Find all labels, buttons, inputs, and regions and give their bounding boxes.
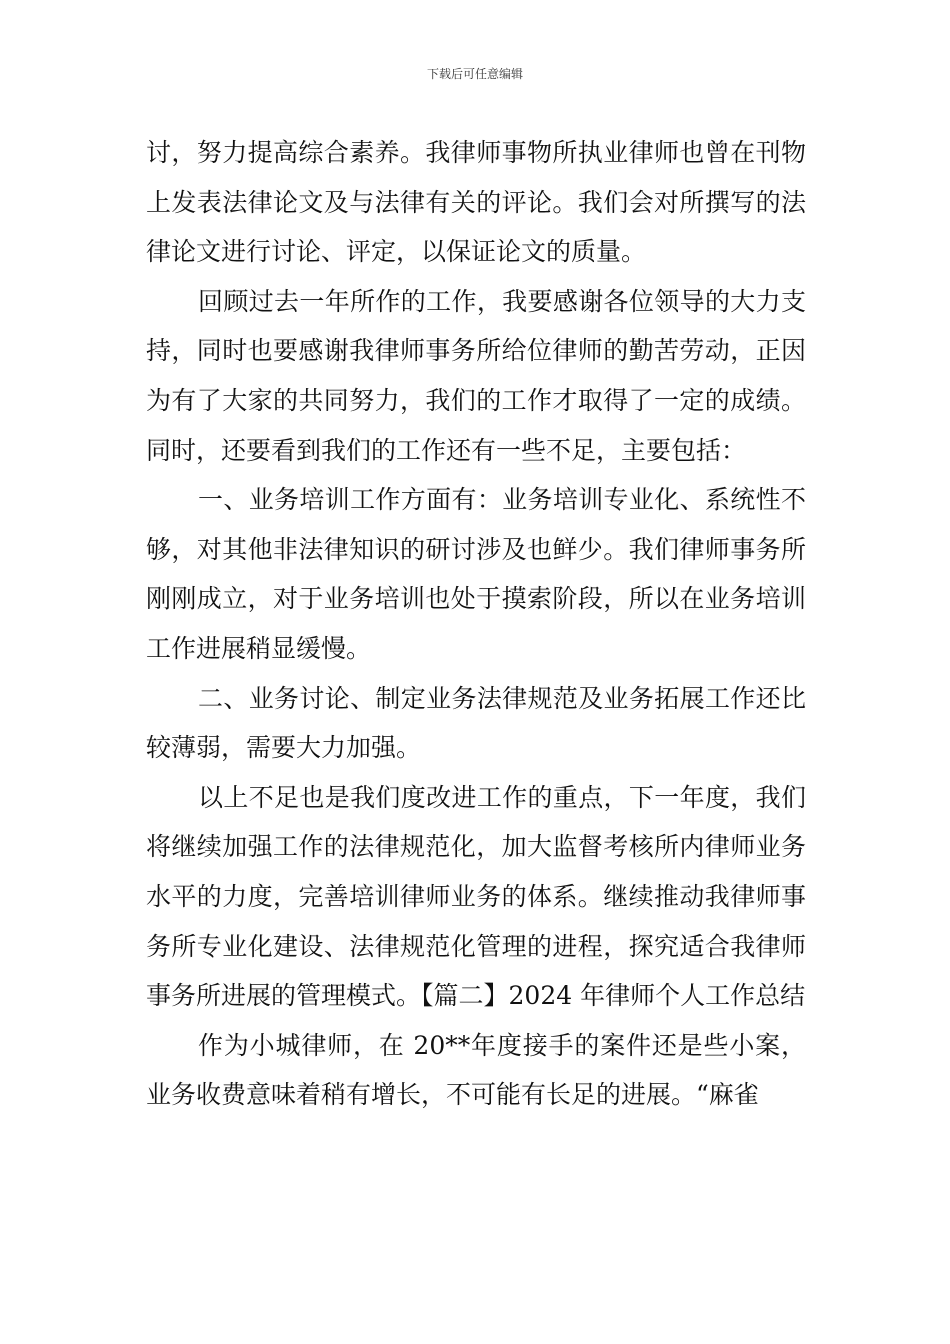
paragraph-2: 回顾过去一年所作的工作，我要感谢各位领导的大力支持，同时也要感谢我律师事务所给位律师的勤苦劳动，正因为有了大家的共同努力，我们的工作才取得了一定的成绩。同时，还要看到我们的工作还有一些不足，主要包括：: [146, 286, 806, 465]
paragraph-6: 作为小城律师，在 20**年度接手的案件还是些小案，业务收费意味着稍有增长，不可能有长足的进展。“麻雀: [146, 1030, 806, 1110]
paragraph-1: 讨，努力提高综合素养。我律师事物所执业律师也曾在刊物上发表法律论文及与法律有关的评论。我们会对所撰写的法律论文进行讨论、评定，以保证论文的质量。: [146, 138, 806, 267]
paragraph-3: 一、业务培训工作方面有：业务培训专业化、系统性不够，对其他非法律知识的研讨涉及也鲜少。我们律师事务所刚刚成立，对于业务培训也处于摸索阶段，所以在业务培训工作进展稍显缓慢。: [146, 485, 806, 663]
paragraph-5: 以上不足也是我们度改进工作的重点，下一年度，我们将继续加强工作的法律规范化，加大监督考核所内律师业务水平的力度，完善培训律师业务的体系。继续推动我律师事务所专业化建设、法律规范化管理的进程，探究适合我律师事务所进展的管理模式。【篇二】2024 年律师个人工作总结: [146, 782, 806, 1011]
page-header: 下载后可任意编辑: [426, 67, 523, 81]
document-body: [146, 128, 806, 1120]
paragraph-4: 二、业务讨论、制定业务法律规范及业务拓展工作还比较薄弱，需要大力加强。: [146, 683, 806, 763]
